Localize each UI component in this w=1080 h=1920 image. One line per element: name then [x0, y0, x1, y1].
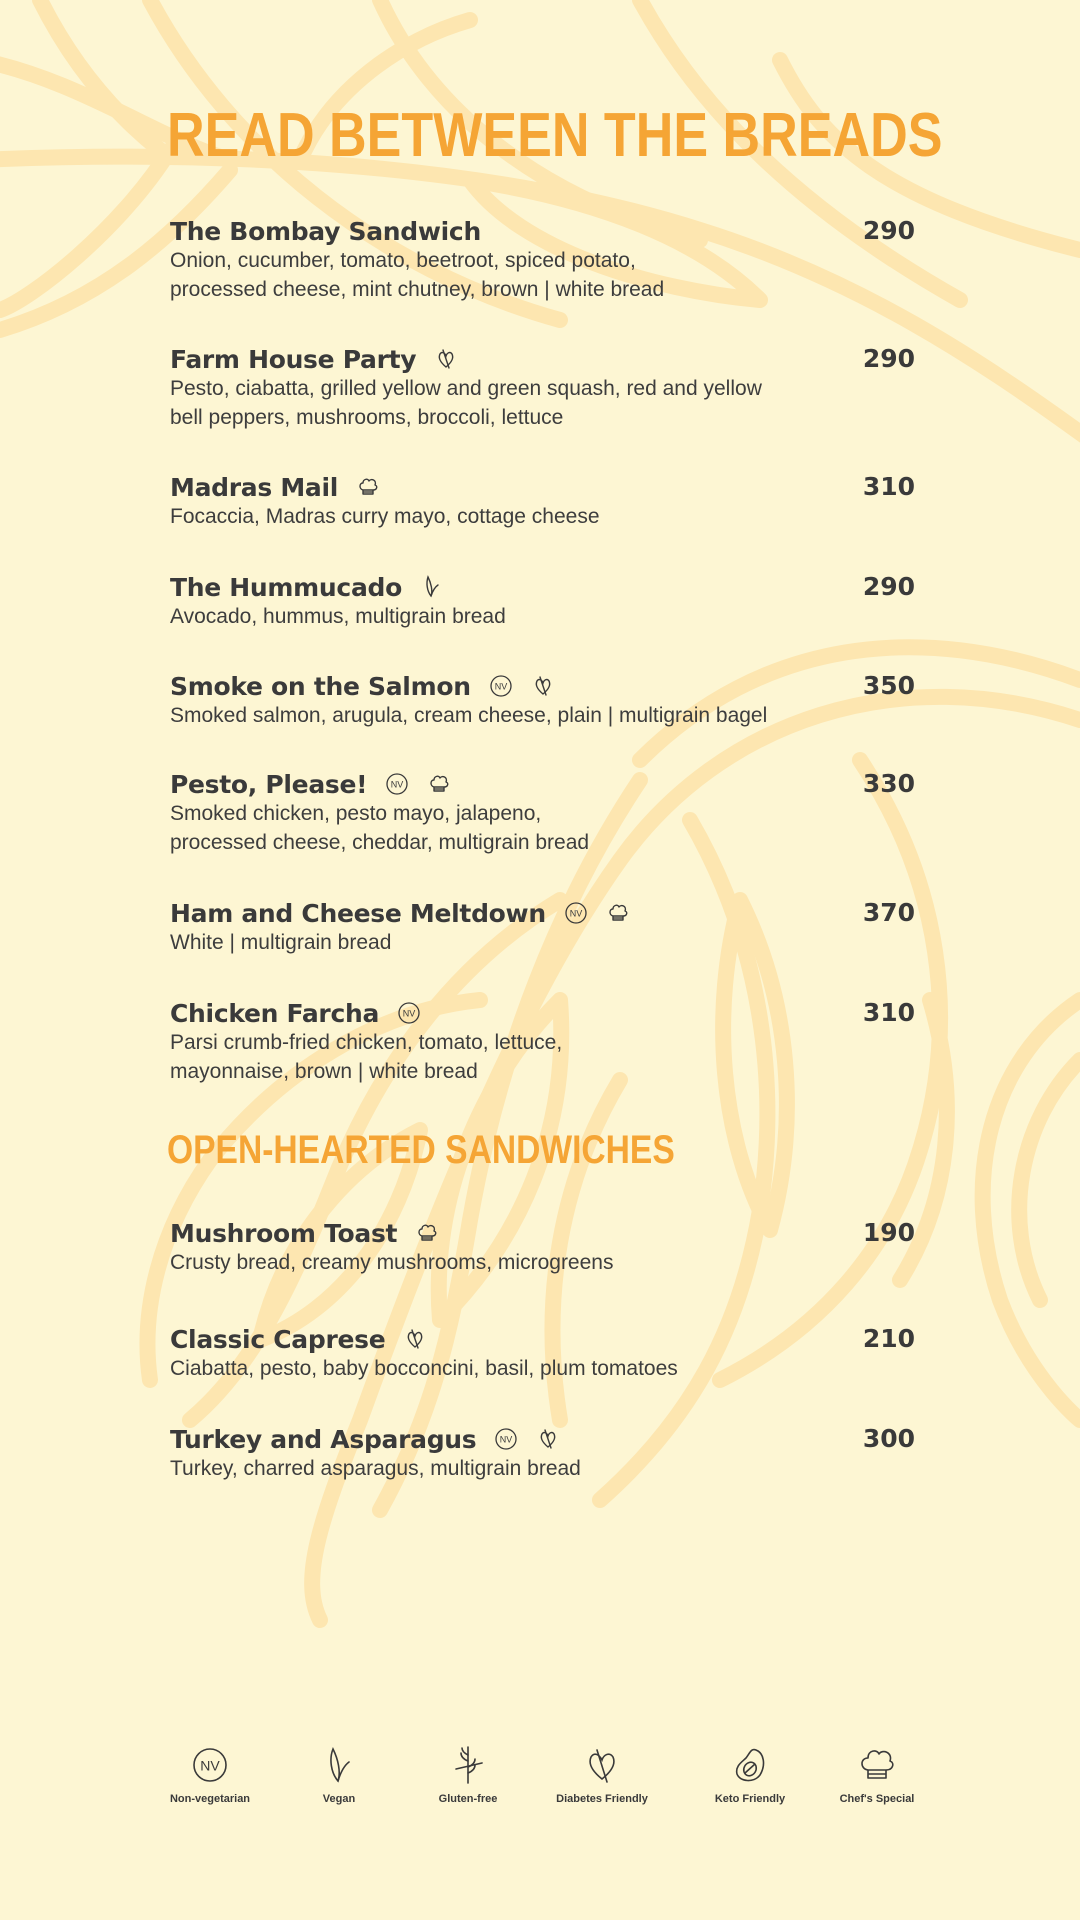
svg-text:NV: NV [390, 779, 404, 790]
legend-label: Gluten-free [438, 1793, 498, 1805]
item-description: Focaccia, Madras curry mayo, cottage cheese [170, 505, 600, 528]
section-title-open-hearted-sandwiches: OPEN-HEARTED SANDWICHES [167, 1128, 675, 1172]
item-description: Crusty bread, creamy mushrooms, microgreens [170, 1251, 614, 1274]
gluten-free-icon [448, 1745, 488, 1785]
dietary-legend [150, 1745, 930, 1815]
item-price: 310 [862, 998, 915, 1027]
item-name: Ham and Cheese Meltdown [170, 898, 546, 928]
svg-text:NV: NV [494, 681, 507, 692]
keto-friendly-icon [730, 1745, 770, 1785]
item-price: 370 [862, 898, 915, 927]
diabetes-friendly-icon [582, 1745, 622, 1785]
section-title-read-between-the-breads: READ BETWEEN THE BREADS [167, 101, 943, 170]
item-name: Smoke on the Salmon [170, 671, 471, 701]
menu-item-ham-and-cheese-meltdown [170, 896, 915, 957]
item-description: Ciabatta, pesto, baby bocconcini, basil, plum tomatoes [170, 1357, 678, 1380]
item-name: The Bombay Sandwich [170, 216, 481, 246]
item-name: Mushroom Toast [170, 1218, 398, 1248]
menu-item-pesto-please [170, 767, 915, 857]
legend-item-gluten-free [398, 1745, 538, 1805]
diabetes-friendly-icon [536, 1427, 560, 1451]
legend-item-non-vegetarian [140, 1745, 280, 1805]
svg-text:NV: NV [200, 1757, 220, 1774]
svg-text:NV: NV [500, 1434, 513, 1445]
item-price: 290 [862, 572, 915, 601]
item-name: Pesto, Please! [170, 769, 368, 799]
chefs-special-icon [415, 1221, 439, 1245]
legend-label: Diabetes Friendly [556, 1793, 648, 1805]
menu-item-the-bombay-sandwich [170, 214, 915, 304]
vegan-icon [420, 575, 444, 599]
item-name: Turkey and Asparagus [170, 1424, 477, 1454]
svg-text:NV: NV [569, 908, 583, 919]
menu-item-smoke-on-the-salmon [170, 669, 915, 730]
item-description: Parsi crumb-fried chicken, tomato, lettuce, mayonnaise, brown | white bread [170, 1031, 563, 1083]
item-price: 300 [862, 1424, 915, 1453]
legend-item-vegan [269, 1745, 409, 1805]
legend-item-keto-friendly [680, 1745, 820, 1805]
item-description: Onion, cucumber, tomato, beetroot, spiced potato, processed cheese, mint chutney, brown | white bread [170, 249, 665, 301]
vegan-icon [319, 1745, 359, 1785]
item-description: Smoked salmon, arugula, cream cheese, plain | multigrain bagel [170, 704, 768, 727]
item-description: Turkey, charred asparagus, multigrain bread [170, 1457, 581, 1480]
chefs-special-icon [606, 901, 630, 925]
svg-text:NV: NV [402, 1008, 416, 1019]
non-vegetarian-icon [397, 1001, 421, 1025]
item-name: Chicken Farcha [170, 998, 380, 1028]
item-price: 210 [862, 1324, 915, 1353]
menu-item-the-hummucado [170, 570, 915, 631]
legend-label: Chef's Special [839, 1793, 915, 1805]
item-price: 350 [862, 671, 915, 700]
non-vegetarian-icon [385, 772, 409, 796]
item-description: Pesto, ciabatta, grilled yellow and green squash, red and yellow bell peppers, mushrooms, broccoli, lettuce [170, 377, 762, 429]
non-vegetarian-icon [489, 674, 513, 698]
diabetes-friendly-icon [403, 1327, 427, 1351]
diabetes-friendly-icon [531, 674, 555, 698]
item-price: 310 [862, 472, 915, 501]
non-vegetarian-icon [564, 901, 588, 925]
menu-item-madras-mail [170, 470, 915, 531]
item-name: Farm House Party [170, 344, 417, 374]
legend-label: Non-vegetarian [169, 1793, 251, 1805]
chefs-special-icon [427, 772, 451, 796]
legend-label: Keto Friendly [714, 1793, 786, 1805]
item-description: White | multigrain bread [170, 931, 392, 954]
menu-item-farm-house-party [170, 342, 915, 432]
diabetes-friendly-icon [434, 347, 458, 371]
item-name: Madras Mail [170, 472, 339, 502]
item-price: 330 [862, 769, 915, 798]
menu-item-turkey-and-asparagus [170, 1422, 915, 1483]
item-price: 290 [862, 216, 915, 245]
chefs-special-icon [356, 475, 380, 499]
legend-label: Vegan [322, 1793, 356, 1805]
menu-item-mushroom-toast [170, 1216, 915, 1277]
chefs-special-icon [857, 1745, 897, 1785]
non-vegetarian-icon [190, 1745, 230, 1785]
legend-item-diabetes-friendly [532, 1745, 672, 1805]
menu-item-classic-caprese [170, 1322, 915, 1383]
legend-item-chefs-special [807, 1745, 947, 1805]
non-vegetarian-icon [494, 1427, 518, 1451]
item-price: 290 [862, 344, 915, 373]
item-description: Avocado, hummus, multigrain bread [170, 605, 506, 628]
item-name: Classic Caprese [170, 1324, 386, 1354]
menu-item-chicken-farcha [170, 996, 915, 1086]
item-price: 190 [862, 1218, 915, 1247]
item-description: Smoked chicken, pesto mayo, jalapeno, processed cheese, cheddar, multigrain bread [170, 802, 590, 854]
item-name: The Hummucado [170, 572, 402, 602]
